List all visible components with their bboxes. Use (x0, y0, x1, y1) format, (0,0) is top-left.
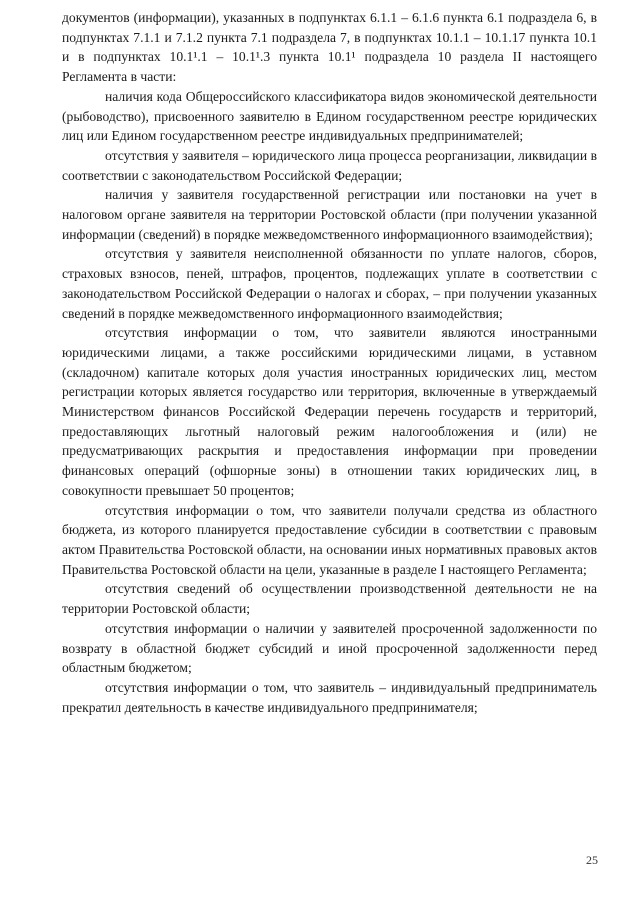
paragraph-no-overdue-debt: отсутствия информации о наличии у заявителей просроченной задолженности по возврату в областной бюджет субсидий и иной просроченной задолженности перед областным бюджетом; (62, 620, 597, 676)
paragraph-okved-code: наличия кода Общероссийского классификатора видов экономической деятельности (рыбоводство), присвоенного заявителю в Едином государственном реестре юридических лиц или Едином государственном реестре индивидуальных предпринимателей; (62, 88, 597, 144)
paragraph-no-reorganization: отсутствия у заявителя – юридического лица процесса реорганизации, ликвидации в соответствии с законодательством Российской Федерации; (62, 147, 597, 183)
document-body (62, 8, 597, 717)
paragraph-no-tax-debt: отсутствия у заявителя неисполненной обязанности по уплате налогов, сборов, страховых взносов, пеней, штрафов, процентов, подлежащих уплате в соответствии с законодательством Российской Федерации о налогах и сборах, – при получении указанных сведений в порядке межведомственного информационного взаимодействия; (62, 246, 597, 321)
paragraph-state-registration: наличия у заявителя государственной регистрации или постановки на учет в налоговом органе заявителя на территории Ростовской области (при получении указанной информации (сведений) в порядке межведомственного информационного взаимодействия); (62, 187, 597, 242)
paragraph-no-budget-funds: отсутствия информации о том, что заявители получали средства из областного бюджета, из которого планируется предоставление субсидии в соответствии с правовым актом Правительства Ростовской области, на основании иных нормативных правовых актов Правительства Ростовской области на цели, указанные в разделе I настоящего Регламента; (62, 502, 597, 577)
page-number: 25 (586, 853, 598, 867)
paragraph-documents-list: документов (информации), указанных в подпунктах 6.1.1 – 6.1.6 пункта 6.1 подраздела 6, в подпунктах 7.1.1 и 7.1.2 пункта 7.1 подраздела 7, в подпунктах 10.1.1 – 10.1.17 пункта 10.1 и в подпунктах 10.1¹.1 – 10.1¹.3 пункта 10.1¹ подраздела 10 раздела II настоящего Регламента в части: (62, 10, 597, 85)
paragraph-no-production-outside: отсутствия сведений об осуществлении производственной деятельности не на территории Ростовской области; (62, 581, 597, 617)
paragraph-no-foreign-entity: отсутствия информации о том, что заявители являются иностранными юридическими лицами, а также российскими юридическими лицами, в уставном (складочном) капитале которых доля участия иностранных юридических лиц, местом регистрации которых является государство или территория, включенные в утверждаемый Министерством финансов Российской Федерации перечень государств и территорий, предоставляющих льготный налоговый режим налогообложения и (или) не предусматривающих раскрытия и предоставления информации при проведении финансовых операций (офшорные зоны) в отношении таких юридических лиц, в совокупности превышает 50 процентов; (62, 325, 597, 498)
paragraph-entrepreneur-active: отсутствия информации о том, что заявитель – индивидуальный предприниматель прекратил деятельность в качестве индивидуального предпринимателя; (62, 679, 597, 715)
